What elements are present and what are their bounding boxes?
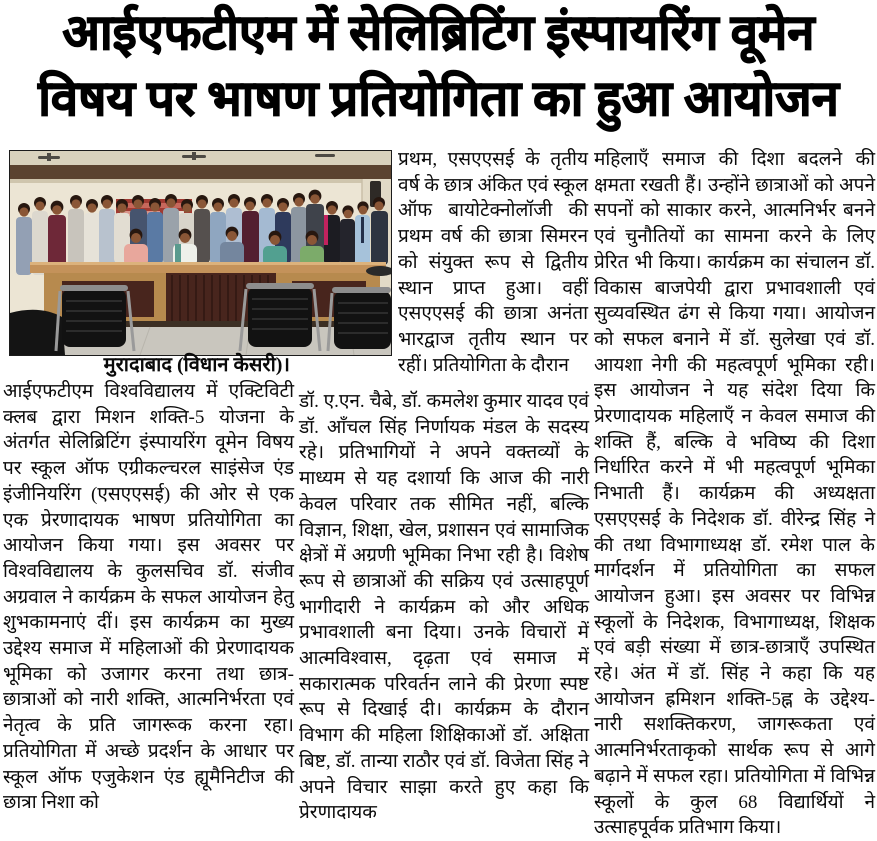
headline-line-1: आईएफटीएम में सेलिब्रिटिंग इंस्पायरिंग वूमेन <box>62 5 815 60</box>
article-col2-top-text: प्रथम, एसएएसई के तृतीय वर्ष के छात्र अंकित एवं स्कूल ऑफ बायोटेक्नोलॉजी की प्रथम वर्ष की छात्रा सिमरन को संयुक्त रूप से द्वितीय स्थान प्राप्त हुआ। वहीं एसएएसई की छात्रा अनंता भारद्वाज तृतीय स्थान पर रहीं। प्रतियोगिता के दौरान <box>398 149 588 376</box>
article-col2-bottom-text: डॉ. ए.एन. चैबे, डॉ. कमलेश कुमार यादव एवं डॉ. आँचल सिंह निर्णायक मंडल के सदस्य रहे। प्रतिभागियों ने अपने वक्तव्यों के माध्यम से यह दशार्या कि आज की नारी केवल परिवार तक सीमित नहीं, बल्कि विज्ञान, शिक्षा, खेल, प्रशासन एवं सामाजिक क्षेत्रों में अग्रणी भूमिका निभा रही है। विशेष रूप से छात्राओं की सक्रिय एवं उत्साहपूर्ण भागीदारी ने कार्यक्रम को और अधिक प्रभावशाली बना दिया। उनके विचारों में आत्मविश्वास, दृढ़ता एवं समाज में सकारात्मक परिवर्तन लाने की प्रेरणा स्पष्ट रूप से दिखाई दी। कार्यक्रम के दौरान विभाग की महिला शिक्षिकाओं डॉ. अक्षिता बिष्ट, डॉ. तान्या राठौर एवं डॉ. विजेता सिंह ने अपने विचार साझा करते हुए कहा कि प्रेरणादायक <box>299 391 589 824</box>
article-headline <box>0 0 877 142</box>
article-col3-text: महिलाएँ समाज की दिशा बदलने की क्षमता रखती हैं। उन्होंने छात्राओं को अपने सपनों को साकार करने, आत्मनिर्भर बनने एवं चुनौतियों का सामना करने के लिए प्रेरित भी किया। कार्यक्रम का संचालन डॉ. विकास बाजपेयी द्वारा प्रभावशाली एवं सुव्यवस्थित ढंग से किया गया। आयोजन को सफल बनाने में डॉ. सुलेखा एवं डॉ. आयशा नेगी की महत्वपूर्ण भूमिका रही। इस आयोजन ने यह संदेश दिया कि प्रेरणादायक महिलाएँ न केवल समाज की शक्ति हैं, बल्कि वे भविष्य की दिशा निर्धारित करने में भी महत्वपूर्ण भूमिका निभाती हैं। कार्यक्रम की अध्यक्षता एसएएसई के निदेशक डॉ. वीरेन्द्र सिंह ने की तथा विभागाध्यक्ष डॉ. रमेश पाल के मार्गदर्शन में प्रतियोगिता का सफल आयोजन हुआ। इस अवसर पर विभिन्न स्कूलों के निदेशक, विभागाध्यक्ष, शिक्षक एवं बड़ी संख्या में छात्र-छात्राएँ उपस्थित रहे। अंत में डॉ. सिंह ने कहा कि यह आयोजन ह्रमिशन शक्ति-5ह्न के उद्देश्य-नारी सशक्तिकरण, जागरूकता एवं आत्मनिर्भरताकृको सार्थक रूप से आगे बढ़ाने में सफल रहा। प्रतियोगिता में विभिन्न स्कूलों के कुल 68 विद्यार्थियों ने उत्साहपूर्वक प्रतिभाग किया। <box>594 149 875 839</box>
article-column-2-below-photo <box>299 389 589 826</box>
article-column-2-beside-photo <box>398 147 588 378</box>
article-col1-text: आईएफटीएम विश्वविद्यालय में एक्टिविटी क्लब द्वारा मिशन शक्ति-5 योजना के अंतर्गत सेलिब्रिटिंग इंस्पायरिंग वूमेन विषय पर स्कूल ऑफ एग्रीकल्चरल साइंसेज एंड इंजीनियरिंग (एसएएसई) की ओर से एक एक प्रेरणादायक भाषण प्रतियोगिता का आयोजन किया गया। इस अवसर पर विश्वविद्यालय के कुलसचिव डॉ. संजीव अग्रवाल ने कार्यक्रम के सफल आयोजन हेतु शुभकामनाएं दीं। इस कार्यक्रम का मुख्य उद्देश्य समाज में महिलाओं की प्रेरणादायक भूमिका को उजागर करना तथा छात्र-छात्राओं को नारी शक्ति, आत्मनिर्भरता एवं नेतृत्व के प्रति जागरूक करना रहा। प्रतियोगिता में अच्छे प्रदर्शन के आधार पर स्कूल ऑफ एजुकेशन एंड ह्यूमैनिटीज की छात्रा निशा को <box>3 381 294 814</box>
group-photo-illustration <box>10 151 391 355</box>
photo-ceiling-beam <box>10 165 391 179</box>
article-column-1 <box>3 352 294 816</box>
article-column-3 <box>594 147 875 841</box>
headline-line-2: विषय पर भाषण प्रतियोगिता का हुआ आयोजन <box>38 71 839 126</box>
article-photo <box>9 150 392 356</box>
dateline: मुरादाबाद (विधान केसरी)। <box>103 354 290 376</box>
